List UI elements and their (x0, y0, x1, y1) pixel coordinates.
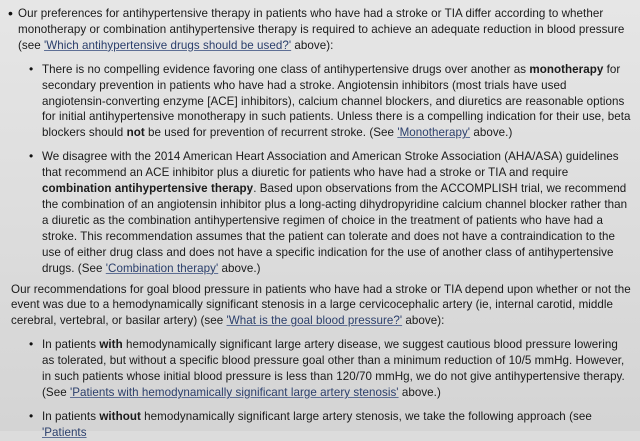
paragraph-with-stenosis: In patients with hemodynamically significant large artery disease, we suggest cautious blood pressure lowering as tolerated, but without a specific blood pressure goal other than a minimum reduction of 10/5 mmHg. However, in such patients whose initial blood pressure is less than 120/70 mmHg, we do not give antihypertensive therapy. (See 'Patients with hemodynamically significant large artery stenosis' above.) (42, 338, 625, 399)
bullet-icon: • (29, 149, 34, 164)
paragraph-goal-bp: Our recommendations for goal blood pressure in patients who have had a stroke or TIA depend upon whether or not the event was due to a hemodynamically significant stenosis in a large cervicocephalic artery (ie, internal carotid, middle cerebral, vertebral, or basilar artery) (see 'What is the goal blood pressure?' above): (11, 282, 631, 328)
bullet-icon: • (8, 5, 13, 21)
link-combination-therapy[interactable]: 'Combination therapy' (105, 261, 219, 275)
bullet-icon: • (29, 61, 34, 76)
paragraph-combination: We disagree with the 2014 American Heart Association and American Stroke Association (AHA/ASA) guidelines that recommend an ACE inhibitor plus a diuretic for patients who have had a stroke or TIA and require combination antihypertensive therapy. Based upon observations from the ACCOMPLISH trial, we recommend the combination of an angiotensin inhibitor plus a long-acting dihydropyridine calcium channel blocker rather than a diuretic as the combination antihypertensive regimen of choice in the treatment of patients who have had a stroke. This recommendation assumes that the patient can tolerate and does not have a contraindication to the use of either drug class and does not have a specific indication for the use of another class of antihypertensive drugs. (See 'Combination therapy' above.) (42, 150, 628, 275)
bullet-item-combination (29, 149, 632, 276)
link-patients-with-stenosis[interactable]: 'Patients with hemodynamically significant large artery stenosis' (69, 385, 399, 399)
bullet-item-preferences (8, 6, 632, 54)
paragraph-without-stenosis: In patients without hemodynamically significant large artery stenosis, we take the following approach (see 'Patients (42, 409, 592, 439)
bullet-item-monotherapy (29, 62, 632, 142)
bullet-icon: • (29, 337, 34, 352)
bullet-item-without-stenosis (29, 409, 632, 441)
link-patients-without-stenosis[interactable]: 'Patients (42, 425, 87, 439)
paragraph-preferences: Our preferences for antihypertensive therapy in patients who have had a stroke or TIA differ according to whether monotherapy or combination antihypertensive therapy is required to achieve an adequate reduction in blood pressure (see 'Which antihypertensive drugs should be used?' above): (18, 7, 625, 52)
link-monotherapy[interactable]: 'Monotherapy' (397, 126, 471, 140)
bullet-icon: • (29, 408, 34, 423)
link-goal-blood-pressure[interactable]: 'What is the goal blood pressure?' (226, 314, 403, 328)
paragraph-monotherapy: There is no compelling evidence favoring one class of antihypertensive drugs over another as monotherapy for secondary prevention in patients who have had a stroke. Angiotensin inhibitors (most trials have used angiotensin-converting enzyme [ACE] inhibitors), calcium channel blockers, and diuretics are reasonable options for initial antihypertensive monotherapy in such patients. Unless there is a compelling indication for their use, beta blockers should not be used for prevention of recurrent stroke. (See 'Monotherapy' above.) (42, 62, 631, 140)
link-which-antihypertensive-drugs[interactable]: 'Which antihypertensive drugs should be used?' (44, 38, 292, 52)
bullet-item-with-stenosis (29, 337, 632, 401)
